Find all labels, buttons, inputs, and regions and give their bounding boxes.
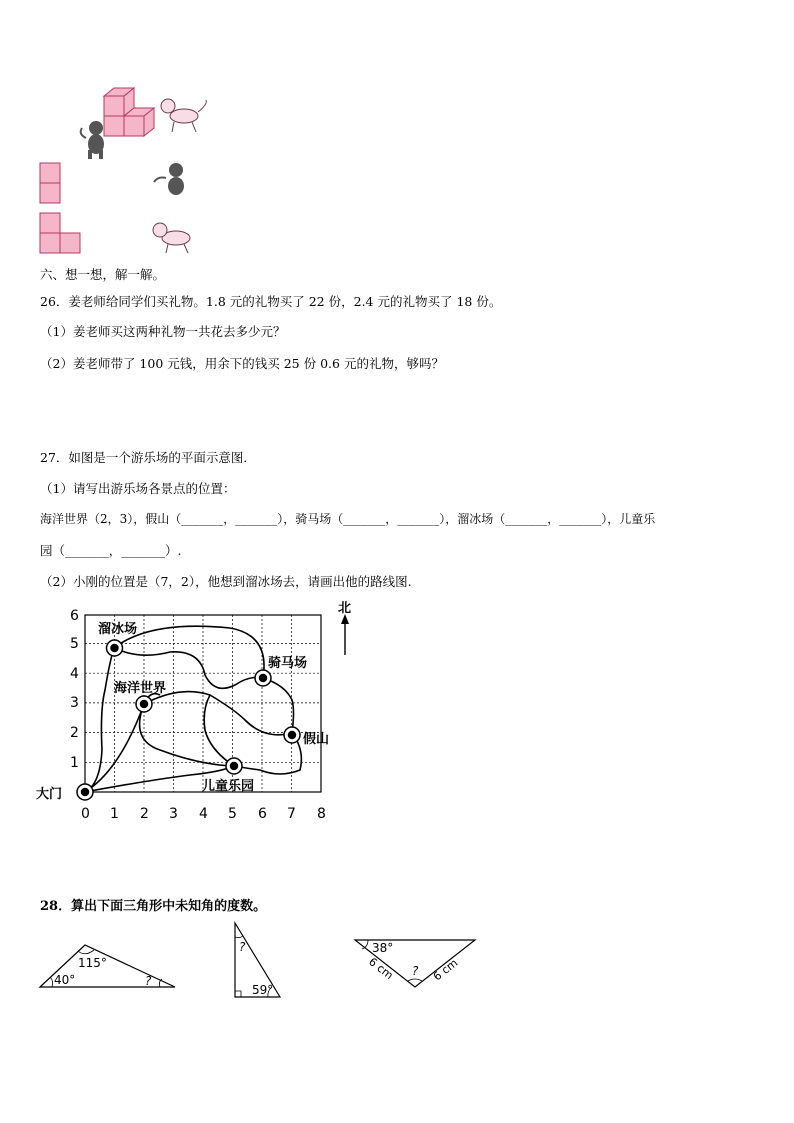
tri1-unknown-angle: ? [145,974,152,988]
question-26-part1: （1）姜老师买这两种礼物一共花去多少元？ [40,324,286,339]
monkey-icon [81,121,104,159]
x-tick-5: 5 [228,806,237,822]
y-tick-4: 4 [70,666,79,682]
tri3-unknown-angle: ? [412,964,419,978]
dog-icon [161,99,206,132]
monkey-icon [154,163,184,195]
tri3-corner-angle: 38° [372,941,394,955]
question-27-fill-line2: 园（_______，_______）. [40,543,182,558]
x-tick-4: 4 [199,806,208,822]
section-heading: 六、想一想，解一解。 [40,267,166,282]
tri1-left-angle: 40° [54,973,76,987]
view-l-shape [40,213,80,253]
x-tick-6: 6 [258,806,267,822]
question-27-part1: （1）请写出游乐场各景点的位置： [40,481,236,496]
x-tick-2: 2 [140,806,149,822]
amusement-park-map [30,600,370,830]
x-tick-0: 0 [81,806,90,822]
triangles-figure [30,915,500,1005]
x-tick-1: 1 [110,806,119,822]
tri1-top-angle: 115° [78,956,107,970]
label-ocean: 海洋世界 [114,681,167,696]
map-x-ticks [81,806,326,822]
x-tick-3: 3 [169,806,178,822]
label-horse: 骑马场 [268,656,308,671]
triangle-1 [40,945,175,988]
cube-stack [104,88,154,136]
x-tick-7: 7 [287,806,296,822]
label-kids: 儿童乐园 [202,779,255,794]
marker-rockery [284,727,300,743]
x-tick-8: 8 [317,806,326,822]
question-26-part2: （2）姜老师带了 100 元钱，用余下的钱买 25 份 0.6 元的礼物，够吗？ [40,356,444,371]
marker-skating [107,640,123,656]
question-27-fill-line1: 海洋世界（2，3），假山（_______，_______），骑马场（_______，_______），溜冰场（_______，_______），儿童乐 [40,512,656,526]
y-tick-3: 3 [70,695,79,711]
label-skating: 溜冰场 [98,622,138,637]
dog-icon [153,223,190,253]
marker-horse [255,670,271,686]
triangle-3 [355,940,475,987]
marker-gate [77,784,93,800]
question-28-stem: 28．算出下面三角形中未知角的度数。 [40,899,267,914]
label-gate: 大门 [36,787,63,802]
tri2-unknown-angle: ? [239,940,246,954]
marker-kids [226,758,242,774]
triangle-2 [235,923,280,997]
label-rockery: 假山 [303,732,330,747]
y-tick-6: 6 [70,608,79,624]
north-label: 北 [338,601,352,616]
question-26-stem: 26．姜老师给同学们买礼物。1.8 元的礼物买了 22 份，2.4 元的礼物买了 18 份。 [40,294,502,309]
tri2-bottom-angle: 59° [252,983,274,997]
question-27-stem: 27．如图是一个游乐场的平面示意图． [40,450,256,465]
tri3-side-right: 6 cm [430,956,461,984]
view-vertical-two [40,163,60,203]
north-arrow [338,601,351,655]
question-27-part2: （2）小刚的位置是（7，2），他想到溜冰场去，请画出他的路线图. [40,574,412,589]
map-y-ticks [70,608,79,771]
marker-ocean [136,696,152,712]
y-tick-1: 1 [70,755,79,771]
y-tick-5: 5 [70,636,79,652]
cube-views-figure [36,78,236,258]
tri3-side-left: 6 cm [366,955,396,983]
y-tick-2: 2 [70,725,79,741]
